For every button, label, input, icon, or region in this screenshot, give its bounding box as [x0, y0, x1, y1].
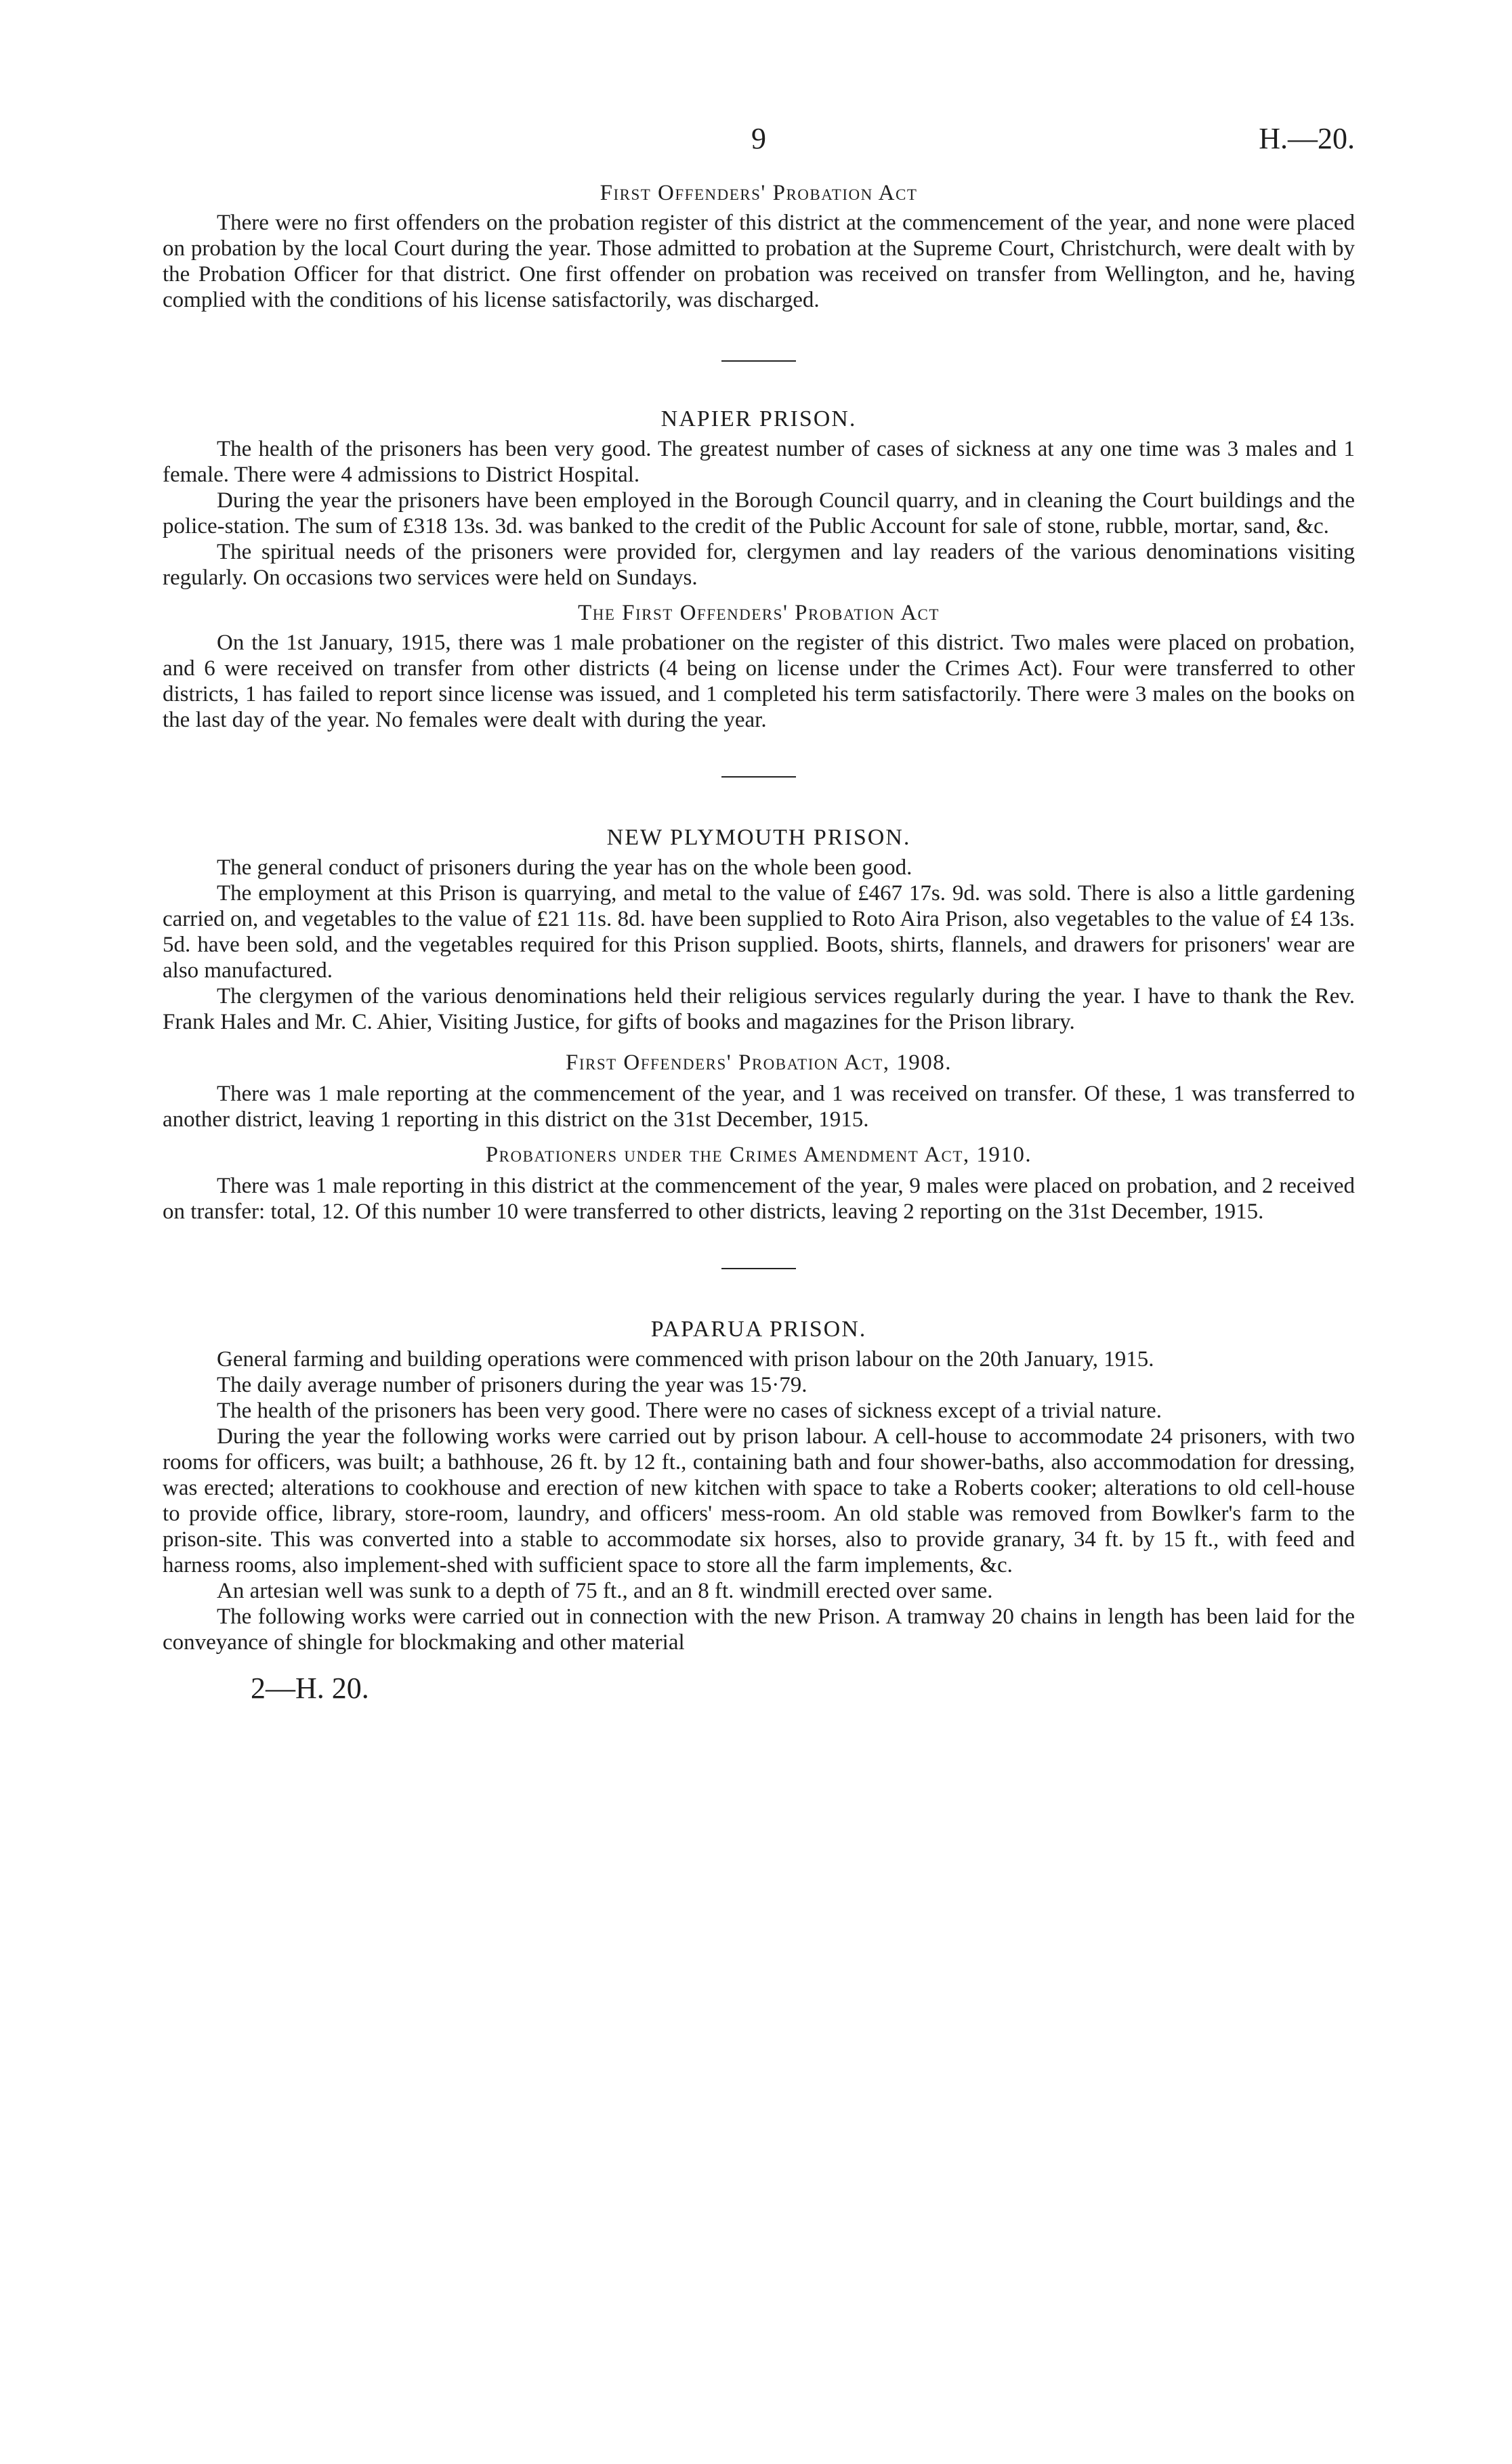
napier-probation-paragraph: On the 1st January, 1915, there was 1 male probationer on the register of this district. Two males were placed on probation, and 6 were received on transfer from other districts (4 being on license under the Crimes Act). Four were transferred to other districts, 1 has failed to report since license was issued, and 1 completed his term satisfactorily. There were 3 males on the books on the last day of the year. No females were dealt with during the year.: [163, 631, 1355, 732]
intro-subheading: First Offenders' Probation Act: [600, 181, 918, 205]
new-plymouth-heading: NEW PLYMOUTH PRISON.: [606, 825, 911, 850]
section-divider: [721, 776, 796, 778]
paparua-paragraph: The following works were carried out in connection with the new Prison. A tramway 20 chains in length has been laid for the conveyance of shingle for blockmaking and other material: [163, 1605, 1355, 1655]
document-page: [163, 122, 1355, 1705]
paparua-paragraph: The daily average number of prisoners during the year was 15·79.: [217, 1373, 807, 1397]
new-plymouth-paragraph: The clergymen of the various denominations held their religious services regularly during the year. I have to thank the Rev. Frank Hales and Mr. C. Ahier, Visiting Justice, for gifts of books and magazines for the Prison library.: [163, 984, 1355, 1034]
new-plymouth-paragraph: The employment at this Prison is quarrying, and metal to the value of £467 17s. 9d. was sold. There is also a little gardening carried on, and vegetables to the value of £21 11s. 8d. have been supplied to Roto Aira Prison, also vegetables to the value of £4 13s. 5d. have been sold, and the vegetables required for this Prison supplied. Boots, shirts, flannels, and drawers for prisoners' wear are also manufactured.: [163, 881, 1355, 983]
paparua-paragraph: The health of the prisoners has been very good. There were no cases of sickness except of a trivial nature.: [217, 1399, 1162, 1423]
napier-heading: NAPIER PRISON.: [660, 406, 857, 431]
new-plymouth-paragraph: The general conduct of prisoners during the year has on the whole been good.: [217, 855, 912, 880]
paparua-paragraph: General farming and building operations were commenced with prison labour on the 20th January, 1915.: [217, 1347, 1154, 1372]
page-number: 9: [751, 122, 766, 155]
page-signature: 2—H. 20.: [251, 1672, 369, 1705]
document-reference: H.—20.: [1259, 122, 1355, 155]
new-plymouth-subheading-2: Probationers under the Crimes Amendment Act, 1910.: [485, 1143, 1032, 1167]
napier-paragraph: The health of the prisoners has been very good. The greatest number of cases of sickness at any one time was 3 males and 1 female. There were 4 admissions to District Hospital.: [163, 437, 1355, 487]
napier-paragraph: The spiritual needs of the prisoners were provided for, clergymen and lay readers of the various denominations visiting regularly. On occasions two services were held on Sundays.: [163, 540, 1355, 590]
napier-subheading: The First Offenders' Probation Act: [578, 601, 940, 625]
paparua-paragraph: During the year the following works were carried out by prison labour. A cell-house to accommodate 24 prisoners, with two rooms for officers, was built; a bathhouse, 26 ft. by 12 ft., containing bath and four shower-baths, also accommodation for dressing, was erected; alterations to cookhouse and erection of new kitchen with space to take a Roberts cooker; alterations to old cell-house to provide office, library, store-room, laundry, and officers' mess-room. An old stable was removed from Bowlker's farm to the prison-site. This was converted into a stable to accommodate six horses, also to provide granary, 34 ft. by 15 ft., with feed and harness rooms, also implement-shed with sufficient space to store all the farm implements, &c.: [163, 1424, 1355, 1577]
paparua-paragraph: An artesian well was sunk to a depth of 75 ft., and an 8 ft. windmill erected over same.: [217, 1579, 993, 1603]
intro-paragraph: There were no first offenders on the probation register of this district at the commencement of the year, and none were placed on probation by the local Court during the year. Those admitted to probation at the Supreme Court, Christchurch, were dealt with by the Probation Officer for that district. One first offender on probation was received on transfer from Wellington, and he, having complied with the conditions of his license satisfactorily, was discharged.: [163, 211, 1355, 312]
new-plymouth-probation-paragraph-1: There was 1 male reporting at the commencement of the year, and 1 was received on transfer. Of these, 1 was transferred to another district, leaving 1 reporting in this district on the 31st December, 1915.: [163, 1082, 1355, 1132]
paparua-heading: PAPARUA PRISON.: [650, 1317, 867, 1342]
new-plymouth-subheading-1: First Offenders' Probation Act, 1908.: [565, 1050, 952, 1075]
napier-paragraph: During the year the prisoners have been employed in the Borough Council quarry, and in cleaning the Court buildings and the police-station. The sum of £318 13s. 3d. was banked to the credit of the Public Account for sale of stone, rubble, mortar, sand, &c.: [163, 488, 1355, 538]
section-divider: [721, 360, 796, 362]
new-plymouth-probation-paragraph-2: There was 1 male reporting in this district at the commencement of the year, 9 males were placed on probation, and 2 received on transfer: total, 12. Of this number 10 were transferred to other districts, leaving 2 reporting on the 31st December, 1915.: [163, 1174, 1355, 1224]
page-header: [163, 122, 1355, 169]
section-divider: [721, 1268, 796, 1269]
